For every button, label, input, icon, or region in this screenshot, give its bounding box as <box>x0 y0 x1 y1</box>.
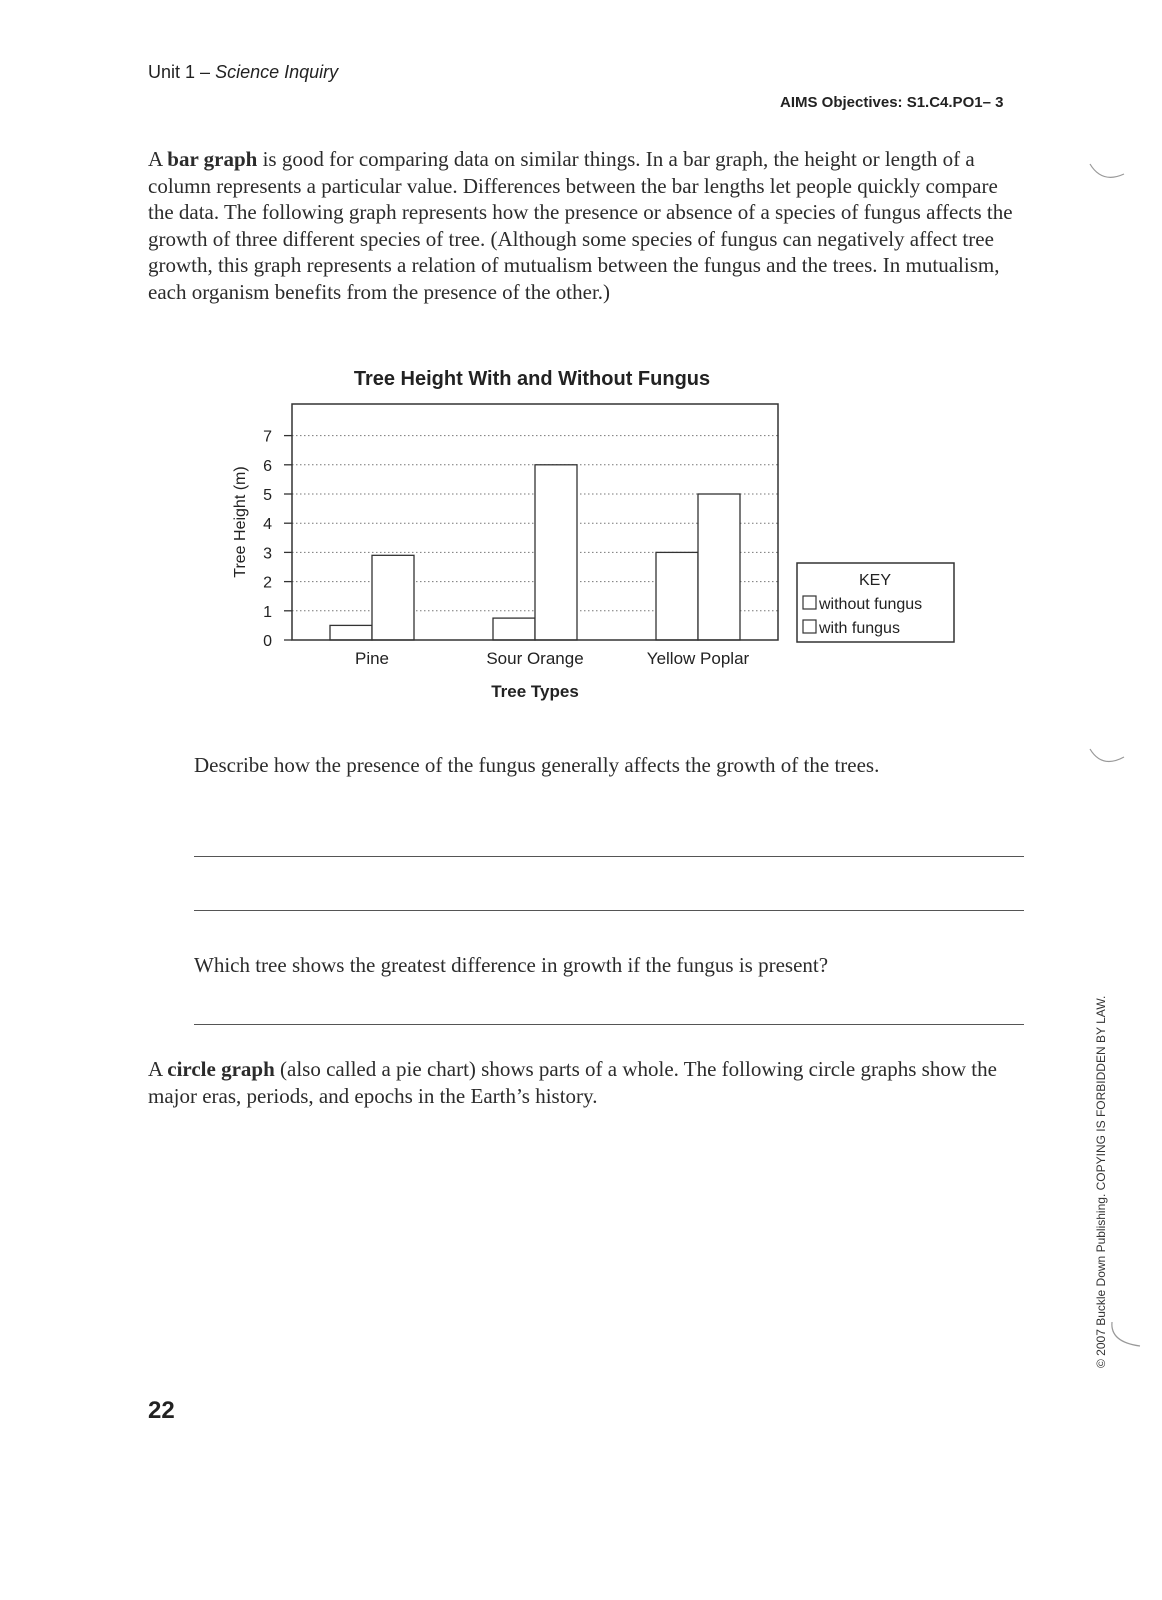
y-tick-label: 1 <box>263 603 272 621</box>
binder-hole-mark <box>1088 745 1128 775</box>
y-tick-label: 0 <box>263 633 272 650</box>
chart-legend <box>797 563 954 642</box>
answer-line[interactable] <box>194 1024 1024 1025</box>
bar-with-fungus <box>698 494 740 640</box>
bar-with-fungus <box>535 465 577 640</box>
header-separator: – <box>200 62 211 82</box>
circle-graph-paragraph <box>148 1056 1028 1109</box>
paragraph-lead: A <box>148 147 163 171</box>
y-tick-label: 2 <box>263 574 272 592</box>
y-tick-label: 7 <box>263 428 272 446</box>
copyright-notice: © 2007 Buckle Down Publishing. COPYING IS FORBIDDEN BY LAW. <box>1094 995 1108 1368</box>
y-tick-label: 4 <box>263 516 272 534</box>
bar-chart <box>0 0 1162 720</box>
bar-without-fungus <box>656 552 698 640</box>
y-tick-label: 3 <box>263 545 272 563</box>
y-axis-ticks <box>263 429 292 650</box>
legend-title: KEY <box>858 572 892 589</box>
paragraph-body: (also called a pie chart) shows parts of a whole. The following circle graphs show the major eras, periods, and epochs in the Earth’s history. <box>148 1057 997 1108</box>
circle-graph-term: circle graph <box>167 1057 275 1081</box>
x-axis-label: Tree Types <box>491 682 579 701</box>
bar-without-fungus <box>330 625 372 640</box>
y-axis-label: Tree Height (m) <box>232 466 249 578</box>
bar-with-fungus <box>372 555 414 640</box>
y-tick-label: 5 <box>263 487 272 504</box>
page-number: 22 <box>148 1397 175 1424</box>
chart-title: Tree Height With and Without Fungus <box>353 368 711 390</box>
answer-line[interactable] <box>194 910 1024 911</box>
legend-swatch-without-fungus <box>803 596 816 609</box>
x-category-label: Sour Orange <box>486 649 584 668</box>
unit-topic: Science Inquiry <box>215 62 339 82</box>
x-category-label: Pine <box>354 649 390 668</box>
aims-objectives: AIMS Objectives: S1.C4.PO1– 3 <box>780 94 1004 111</box>
bar-without-fungus <box>493 618 535 640</box>
x-category-label: Yellow Poplar <box>646 649 750 668</box>
legend-label-with-fungus: with fungus <box>819 620 900 637</box>
paragraph-lead: A <box>148 1057 163 1081</box>
legend-swatch-with-fungus <box>803 620 816 633</box>
binder-hole-mark <box>1088 160 1128 190</box>
question-greatest-difference: Which tree shows the greatest difference in growth if the fungus is present? <box>194 953 829 977</box>
legend-label-without-fungus: without fungus <box>819 596 923 613</box>
chart-bars <box>330 465 740 640</box>
question-fungus-effect: Describe how the presence of the fungus generally affects the growth of the trees. <box>194 753 880 777</box>
binder-hole-mark <box>1106 1320 1146 1354</box>
answer-line[interactable] <box>194 856 1024 857</box>
y-tick-label: 6 <box>263 457 272 475</box>
unit-label: Unit 1 <box>148 62 196 82</box>
bar-graph-term: bar graph <box>167 147 258 171</box>
paragraph-body: is good for comparing data on similar things. In a bar graph, the height or length of a column represents a particular value. Differences between the bar lengths let people quickly compare the data. The following graph represents how the presence or absence of a species of fungus affects the growth of three different species of tree. (Although some species of fungus can negatively affect tree growth, this graph represents a relation of mutualism between the fungus and the trees. In mutualism, each organism benefits from the presence of the other.) <box>148 147 1013 304</box>
x-axis-labels <box>355 649 750 668</box>
